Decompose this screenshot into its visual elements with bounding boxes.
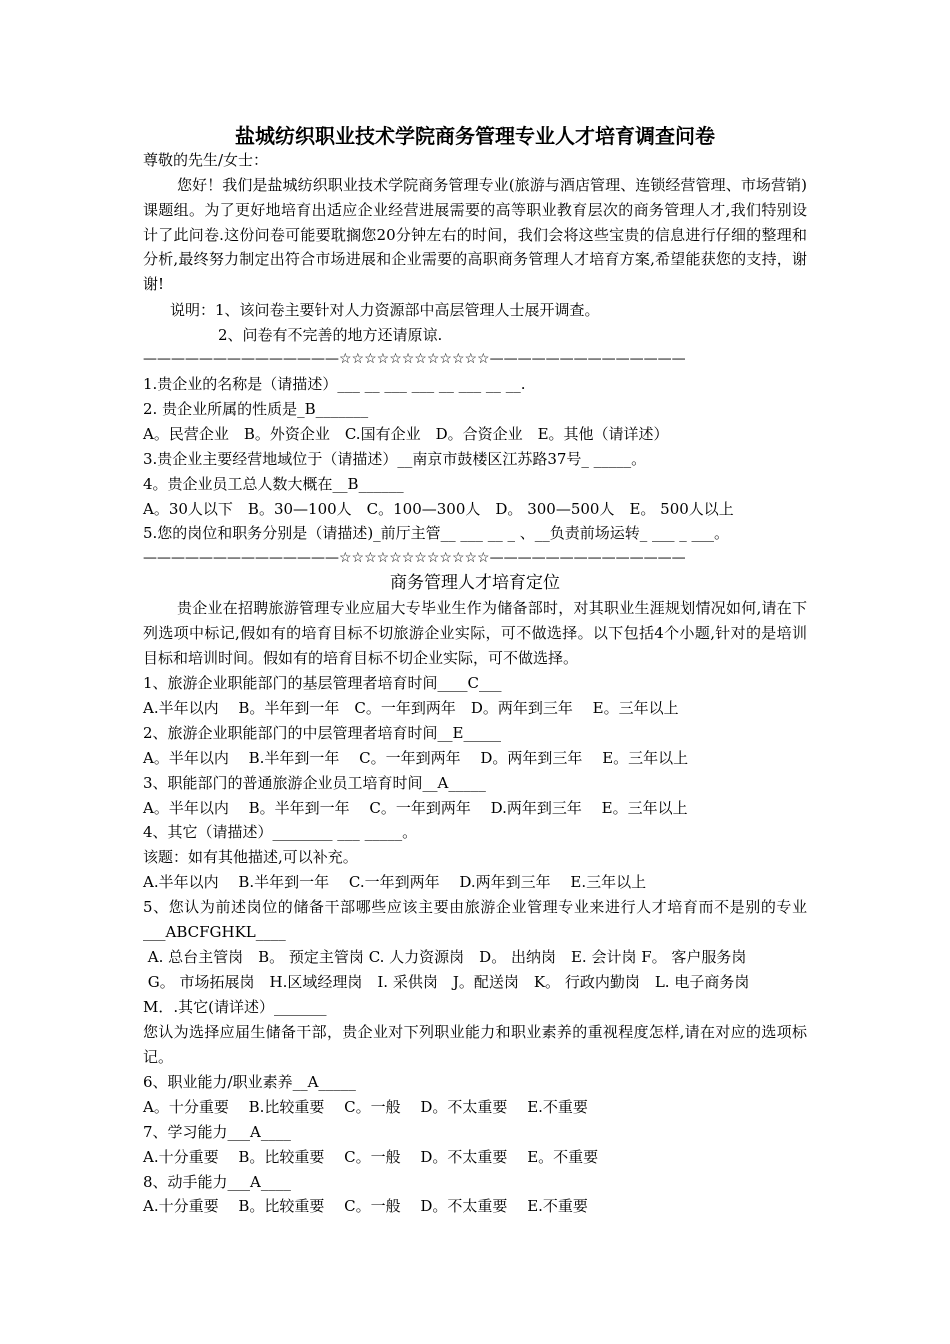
note-1: 说明：1、该问卷主要针对人力资源部中高层管理人士展开调查。 (170, 301, 600, 319)
question-line: 2. 贵企业所属的性质是_B_______ (143, 400, 369, 418)
options-line: A。30人以下 B。30—100人 C。100—300人 D。 300—500人 E。 500人以上 (143, 500, 734, 518)
intro-paragraph: 您好！我们是盐城纺织职业技术学院商务管理专业(旅游与酒店管理、连锁经营管理、市场营销)课题组。为了更好地培育出适应企业经营进展需要的高等职业教育层次的商务管理人才,我们特别设计了此问卷.这份问卷可能要耽搁您20分钟左右的时间，我们会将这些宝贵的信息进行仔细的整理和分析,最终努力制定出符合市场进展和企业需要的高职商务管理人才培育方案,希望能获您的支持，谢谢! (143, 176, 807, 294)
document-title: 盐城纺织职业技术学院商务管理专业人才培育调查问卷 (235, 124, 715, 148)
divider-top: ——————————————☆☆☆☆☆☆☆☆☆☆☆☆—————————————— (143, 351, 686, 367)
section-intro: 贵企业在招聘旅游管理专业应届大专毕业生作为储备部时，对其职业生涯规划情况如何,请在下列选项中标记,假如有的培育目标不切旅游企业实际，可不做选择。以下包括4个小题,针对的是培训目标和培训时间。假如有的培育目标不切企业实际，可不做选择。 (143, 599, 807, 667)
question-line: 3.贵企业主要经营地域位于（请描述）__南京市鼓楼区江苏路37号_ _____。 (143, 450, 647, 468)
question-line: 7、学习能力___A____ (143, 1123, 291, 1141)
options-line: A.十分重要 B。比较重要 C。一般 D。不太重要 E.不重要 (143, 1197, 588, 1215)
options-line: A。十分重要 B.比较重要 C。一般 D。不太重要 E.不重要 (143, 1098, 588, 1116)
note-line: 该题：如有其他描述,可以补充。 (143, 848, 358, 866)
section-title: 商务管理人才培育定位 (390, 573, 560, 593)
options-line: G。 市场拓展岗 H.区域经理岗 I. 采供岗 J。配送岗 K。 行政内勤岗 L. 电子商务岗 (143, 973, 750, 991)
question-line: 2、旅游企业职能部门的中层管理者培育时间__E_____ (143, 724, 501, 742)
options-line: M．.其它(请详述）_______ (143, 998, 327, 1016)
note-2: 2、问卷有不完善的地方还请原谅. (218, 326, 443, 344)
divider-middle: ——————————————☆☆☆☆☆☆☆☆☆☆☆☆—————————————— (143, 550, 686, 566)
question-line: 8、动手能力___A____ (143, 1173, 291, 1191)
question-line: 4、其它（请描述）________ ___ _____。 (143, 823, 418, 841)
question-line: 5.您的岗位和职务分别是（请描述)_前厅主管__ ___ __ _ 、__负责前场运转_ ___ _ ___。 (143, 524, 730, 542)
options-line: A.半年以内 B.半年到一年 C.一年到两年 D.两年到三年 E.三年以上 (143, 873, 647, 891)
options-line: A。半年以内 B.半年到一年 C。一年到两年 D。两年到三年 E。三年以上 (143, 749, 689, 767)
question-line: 1.贵企业的名称是（请描述）___ __ ___ ___ __ ___ __ __. (143, 375, 526, 393)
options-line: A.十分重要 B。比较重要 C。一般 D。不太重要 E。不重要 (143, 1148, 599, 1166)
question-line: 6、职业能力/职业素养__A_____ (143, 1073, 356, 1091)
salutation: 尊敬的先生/女士： (143, 151, 269, 169)
options-line: A. 总台主管岗 B。 预定主管岗 C. 人力资源岗 D。 出纳岗 E. 会计岗 F。 客户服务岗 (143, 948, 747, 966)
options-line: A。民营企业 B。外资企业 C.国有企业 D。合资企业 E。其他（请详述） (143, 425, 669, 443)
options-line: A。半年以内 B。半年到一年 C。一年到两年 D.两年到三年 E。三年以上 (143, 799, 688, 817)
question-line: 1、旅游企业职能部门的基层管理者培育时间____C___ (143, 674, 502, 692)
question-line: 3、职能部门的普通旅游企业员工培育时间__A_____ (143, 774, 486, 792)
section-intro: 您认为选择应届生储备干部，贵企业对下列职业能力和职业素养的重视程度怎样,请在对应的选项标记。 (143, 1023, 807, 1066)
question-line: 4。贵企业员工总人数大概在__B______ (143, 475, 404, 493)
question-5: 5、您认为前述岗位的储备干部哪些应该主要由旅游企业管理专业来进行人才培育而不是别的专业___ABCFGHKL____ (143, 898, 807, 941)
options-line: A.半年以内 B。半年到一年 C。一年到两年 D。两年到三年 E。三年以上 (143, 699, 679, 717)
